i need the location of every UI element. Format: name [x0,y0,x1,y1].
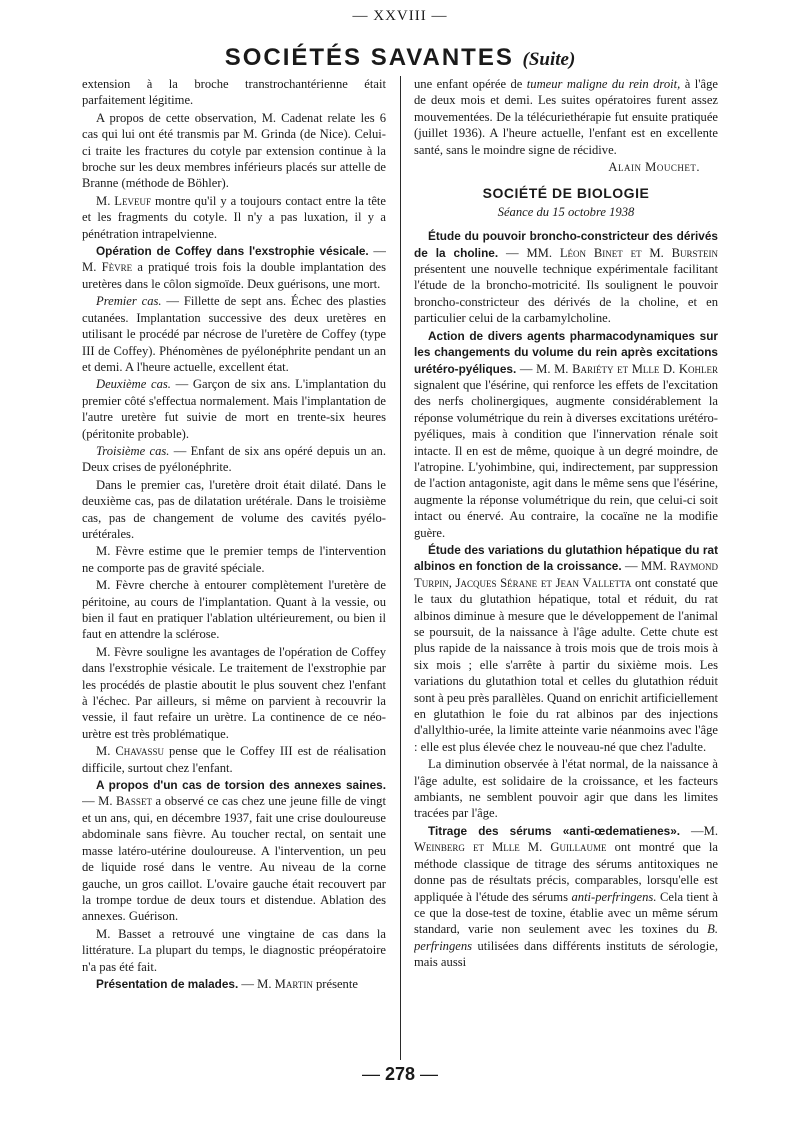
paragraph-text: ont constaté que le taux du glutathion hépatique, total et réduit, du rat albinos diminue à mesure que le développement de l'animal se poursuit, de la naissance à l'âge adulte. Cette chute est plus rapide de la naissance à trois mois que de trois mois à six mois ; elle s'arrête à partir du sixième mois. Les variations du glutathion total et celles du glutathion réduit sont à peu près parallèles. Quand on enrichit artificiellement en glutathion le foie du rat albinos par des injections d'allylthio-urée, la limite atteinte varie néanmoins avec l'âge : elle est plus élevée chez le nouveau-né que chez l'adulte. [414,575,718,754]
session-date: Séance du 15 octobre 1938 [497,204,635,219]
paragraph-text: — Garçon de six ans. L'implantation du premier côté s'effectua normalement. Mais l'implantation de l'autre uretère fut suivie de mort en trente-six heures (péritonite probable). [82,377,386,441]
paragraph-text: une enfant opérée de [414,77,523,91]
paragraph [82,193,386,242]
paragraph: M. Basset a retrouvé une vingtaine de cas dans la littérature. La plupart du temps, le diagnostic préopératoire n'a pas été fait. [82,926,386,974]
running-head-title: SOCIÉTÉS SAVANTES [224,44,514,71]
paragraph-text: à l'âge de deux mois et demi. Les suites opératoires furent assez mouvementées. De la télécuriethérapie fut ensuite pratiquée (juillet 1936). A l'heure actuelle, l'enfant est en excellente santé, sans le moindre signe de récidive. [414,77,718,157]
case-paragraph [82,293,386,375]
case-label: Premier cas. [96,294,162,309]
subject-paragraph: Titrage des sérums «anti-œdematienes». —M. Weinberg et Mlle M. Guillaume ont montré que la méthode classique de titrage des sérums antitoxiques ne donne pas de résultats précis, comparables, lorsqu'elle est appliquée à l'étude des sérums anti-perfringens. Cela tient à ce que la dose-test de toxine, établie avec un même sérum standard, varie non seulement avec les toxines du B. perfringens utilisées dans différents instituts de sérologie, mais aussi [414,823,718,970]
paragraph-text: a pratiqué trois fois la double implantation des uretères dans le côlon sigmoïde. Deux guérisons, une mort. [82,260,386,291]
case-paragraph [82,376,386,442]
case-label: Troisième cas. [96,443,170,458]
paragraph-text: — Fillette de sept ans. Échec des plasties cutanées. Implantation successive des deux uretères en utilisant le procédé par nécrose de l'uretère de Coffey (type III de Coffey). Phénomènes de pyélonéphrite pendant un an et demi. A l'heure actuelle, excellent état. [82,294,386,374]
subject-heading: A propos d'un cas de torsion des annexes saines. [96,778,386,793]
paragraph-text: a observé ce cas chez une jeune fille de vingt et un ans, qui, en décembre 1937, fait une crise douloureuse abdominale sans fièvre. Au toucher rectal, on sentait une masse latéro-utérine douloureuse. A l'intervention, un peu de liquide rosé dans le ventre. Au niveau de la corne gauche, un gros caillot. L'ovaire gauche était recouvert par la trompe tordue de deux tours et distendue. Ablation des annexes. Guérison. [82,794,386,924]
column-divider [400,76,401,1060]
paragraph-text: montre qu'il y a toujours contact entre la tête et les fragments du cotyle. Il n'y a pas luxation, il y a pénétration intrapelvienne. [82,193,386,241]
author-names: M. Weinberg et Mlle M. Guillaume [414,823,718,855]
left-column [82,76,386,1062]
paragraph [82,743,386,776]
author-names: MM. Raymond Turpin, Jacques Sérane et Jean Valletta [414,559,718,590]
paragraph: Dans le premier cas, l'uretère droit était dilaté. Dans le deuxième cas, pas de dilatation urétérale. Dans le troisième cas, pas de changement de volume des cavités pyélo-urétérales. [82,477,386,541]
case-paragraph [82,443,386,476]
paragraph-text: ont montré que la méthode classique de titrage des sérums antitoxiques ne donne pas de résultats précis, comparables, lorsqu'elle est appliquée à l'étude des sérums [414,840,718,904]
paragraph: La diminution observée à l'état normal, de la naissance à l'âge adulte, est solidaire de la croissance, et les facteurs ambiants, ne semblent pouvoir agir que dans les limites tracées par l'âge. [414,757,718,821]
running-head [0,44,800,72]
subject-paragraph: Étude des variations du glutathion hépatique du rat albinos en fonction de la croissance. — MM. Raymond Turpin, Jacques Sérane et Jean Valletta ont constaté que le taux du glutathion hépatique, total et réduit, du rat albinos diminue à mesure que le développement de l'animal se poursuit, de la naissance à l'âge adulte. Cette chute est plus rapide de la naissance à trois mois que de trois mois à six mois ; elle s'arrête à partir du sixième mois. Les variations du glutathion total et celles du glutathion réduit sont à peu près parallèles. Quand on enrichit artificiellement en glutathion le foie du rat albinos par des injections d'allylthio-urée, la limite atteinte varie néanmoins avec l'âge : elle est plus élevée chez le nouveau-né que chez l'adulte. [414,542,718,754]
subject-paragraph: A propos d'un cas de torsion des annexes saines. — M. Basset a observé ce cas chez une jeune fille de vingt et un ans, qui, en décembre 1937, fait une crise douloureuse abdominale sans fièvre. Au toucher rectal, on sentait une masse latéro-utérine douloureuse. A l'intervention, un peu de liquide rosé dans le ventre. Au niveau de la corne gauche, un gros caillot. L'ovaire gauche était recouvert par la trompe tordue de deux tours et distendue. Ablation des annexes. Guérison. [82,778,386,924]
author-name: M. Chavassu [96,744,164,759]
emphasis-text: anti-perfringens. [571,889,657,904]
paragraph-text: présentent une nouvelle technique expérimentale facilitant l'étude de la broncho-motricité. Ils soulignent le pouvoir broncho-constricteur des dérivés de la choline, et en particulier celui de la carbamylcholine. [414,262,718,326]
paragraph-text: signalent que l'ésérine, qui renforce les effets de l'excitation des nerfs cholinergiques, augmente considérablement la réponse volumétrique du rein à diverses excitations urétéro-pyéliques, mais à condition que l'innervation rénale soit intacte. Il en est de même, quoique à un degré moindre, de l'atropine. L'yohimbine, qui, indirectement, par suppression de l'action antagoniste, agit dans le même sens que l'ésérine, augmente la réponse volumétrique du rein, que celui-ci soit intact ou énervé. Au contraire, la cocaïne ne la modifie guère. [414,377,718,540]
subject-heading: Étude des variations du glutathion hépatique du rat albinos en fonction de la croissance. [414,542,718,574]
emphasis-text: tumeur maligne du rein droit, [526,77,681,91]
author-signature: Alain Mouchet. [608,160,700,175]
paragraph-text: pense que le Coffey III est de réalisation difficile, surtout chez l'enfant. [82,744,386,775]
paragraph-text: — Enfant de six ans opéré depuis un an. Deux crises de pyélonéphrite. [82,443,386,475]
subject-heading: Présentation de malades. [96,976,239,991]
page-number: — 278 — [361,1064,439,1084]
roman-folio: — XXVIII — [352,8,448,24]
page-number-value: 278 [384,1064,416,1084]
subject-heading: Opération de Coffey dans l'exstrophie vésicale. [96,244,369,259]
paragraph-text: utilisées dans différents instituts de sérologie, mais aussi [414,938,718,970]
section-title: SOCIÉTÉ DE BIOLOGIE [482,185,650,202]
subject-heading: Titrage des sérums «anti-œdematienes». [428,823,681,838]
subject-heading: Action de divers agents pharmacodynamiques sur les changements du volume du rein après excitations urétéro-pyéliques. [414,328,718,376]
subject-paragraph: Présentation de malades. — M. Martin présente [96,976,358,991]
author-names: M. M. Bariéty et Mlle D. Kohler [536,361,718,376]
emphasis-text: B. perfringens [414,922,718,953]
subject-paragraph: Étude du pouvoir broncho-constricteur des dérivés de la choline. — MM. Léon Binet et M. Burstein présentent une nouvelle technique expérimentale facilitant l'étude de la broncho-motricité. Ils soulignent le pouvoir broncho-constricteur des dérivés de la choline, et en particulier celui de la carbamylcholine. [414,229,718,326]
paragraph: M. Fèvre estime que le premier temps de l'intervention ne comporte pas de gravité spéciale. [82,544,386,575]
paragraph-text: présente [315,976,358,991]
author-names: MM. Léon Binet et M. Burstein [526,245,718,260]
paragraph: M. Fèvre souligne les avantages de l'opération de Coffey dans l'exstrophie vésicale. Le traitement de l'exstrophie par les procédés de plastie aboutit le plus souvent chez l'enfant à l'échec. Par ailleurs, si même on parvient à recouvrir la vessie, il faut refaire un urètre. La continence de ce néo-urètre est très problématique. [82,644,386,741]
right-column [414,76,718,1062]
subject-paragraph: Action de divers agents pharmacodynamiques sur les changements du volume du rein après excitations urétéro-pyéliques. — M. M. Bariéty et Mlle D. Kohler signalent que l'ésérine, qui renforce les effets de l'excitation des nerfs cholinergiques, augmente considérablement la réponse volumétrique du rein à diverses excitations urétéro-pyéliques, mais à condition que l'innervation rénale soit intacte. Il en est de même, quoique à un degré moindre, de l'atropine. L'yohimbine, qui, indirectement, par suppression de l'action antagoniste, agit dans le même sens que l'ésérine, augmente la réponse volumétrique du rein, que celui-ci soit intact ou énervé. Au contraire, la cocaïne ne la modifie guère. [414,328,718,540]
author-name: M. Leveuf [96,193,151,208]
subject-heading: Étude du pouvoir broncho-constricteur des dérivés de la choline. [414,229,718,260]
running-head-suite: (Suite) [522,49,576,70]
paragraph-text: Cela tient à ce que la dose-test de toxine, établie avec un même sérum standard, varie non seulement avec les toxines du [414,889,718,937]
subject-paragraph: Opération de Coffey dans l'exstrophie vésicale. — M. Fèvre a pratiqué trois fois la double implantation des uretères dans le côlon sigmoïde. Deux guérisons, une mort. [82,244,386,291]
case-label: Deuxième cas. [96,377,171,392]
paragraph: extension à la broche transtrochantérienne était parfaitement légitime. [82,77,386,108]
paragraph [414,76,718,158]
paragraph: M. Fèvre cherche à entourer complètement l'uretère de péritoine, au cours de l'implantation. Quant à la vessie, ou bien il faut en pratiquer l'ablation ultérieurement, ou bien il faut en attendre la sclérose. [82,578,386,642]
author-name: M. Basset [98,794,152,809]
paragraph: A propos de cette observation, M. Cadenat relate les 6 cas qui lui ont été transmis par M. Grinda (de Nice). Celui-ci traite les fractures du cotyle par extension continue à la broche sur les deux membres inférieurs placés sur attelle de Branne (méthode de Böhler). [82,110,386,191]
author-name: M. Fèvre [82,260,133,275]
author-name: M. Martin [257,976,313,991]
